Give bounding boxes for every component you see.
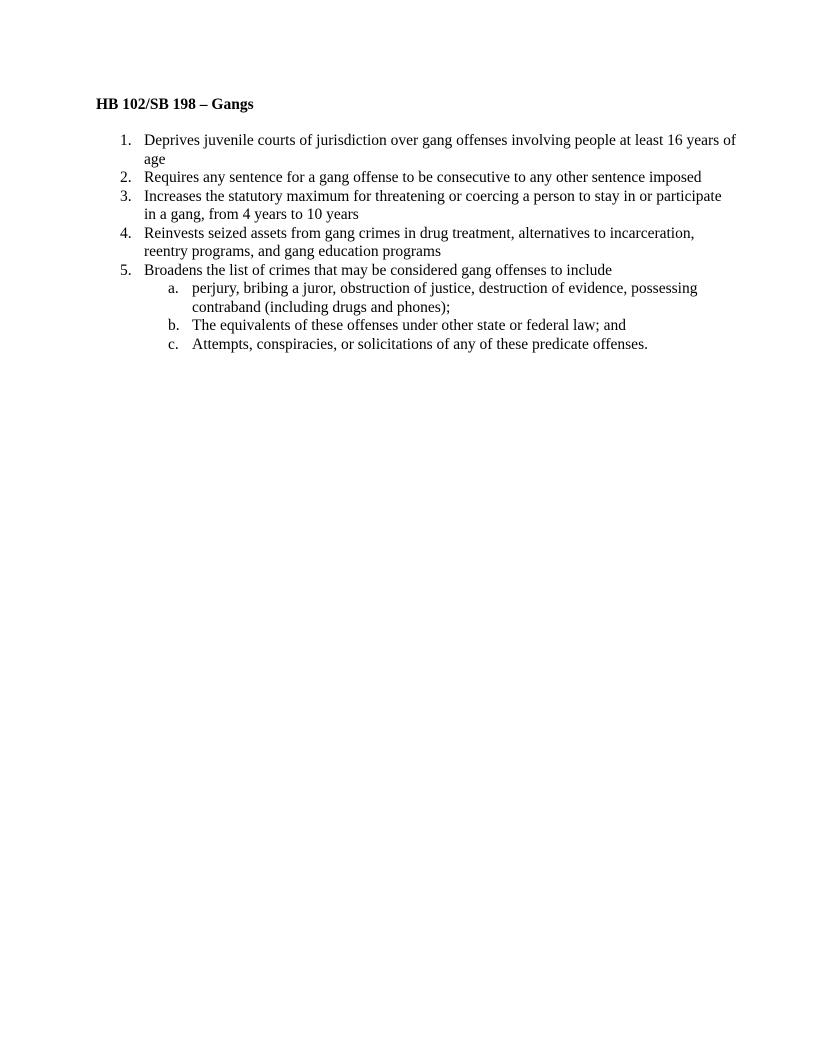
- list-item-text: Broadens the list of crimes that may be considered gang offenses to include: [144, 261, 613, 279]
- list-item-text: Reinvests seized assets from gang crimes in drug treatment, alternatives to incarceration, reentry programs, and gang education programs: [144, 224, 695, 260]
- list-item-number: 3.: [120, 187, 132, 205]
- sub-list-item-text: The equivalents of these offenses under other state or federal law; and: [192, 317, 626, 334]
- document-page: [96, 96, 736, 354]
- sub-list-item: [144, 336, 736, 355]
- list-item-text: Deprives juvenile courts of jurisdiction over gang offenses involving people at least 16 years of age: [144, 132, 737, 168]
- list-item-number: 1.: [120, 132, 132, 149]
- document-title: HB 102/SB 198 – Gangs: [96, 96, 254, 113]
- sub-list-item-text: Attempts, conspiracies, or solicitations of any of these predicate offenses.: [192, 335, 648, 353]
- list-item: [96, 132, 736, 169]
- list-item-text: Requires any sentence for a gang offense to be consecutive to any other sentence imposed: [144, 169, 702, 186]
- sub-list: [144, 280, 736, 354]
- sub-list-item-text: perjury, bribing a juror, obstruction of justice, destruction of evidence, possessing contraband (including drugs and phones);: [192, 280, 698, 316]
- sub-list-item: [144, 317, 736, 336]
- sub-list-item-letter: c.: [168, 335, 179, 353]
- list-item: [96, 262, 736, 355]
- list-item-number: 2.: [120, 169, 132, 186]
- list-item-number: 5.: [120, 261, 132, 279]
- list-item-text: Increases the statutory maximum for threatening or coercing a person to stay in or participate in a gang, from 4 years to 10 years: [144, 187, 722, 223]
- sub-list-item-letter: a.: [168, 280, 179, 297]
- list-item-number: 4.: [120, 224, 132, 242]
- numbered-list: [96, 132, 736, 354]
- list-item: [96, 169, 736, 188]
- sub-list-item: [144, 280, 736, 317]
- list-item: [96, 225, 736, 262]
- list-item: [96, 188, 736, 225]
- sub-list-item-letter: b.: [168, 317, 180, 334]
